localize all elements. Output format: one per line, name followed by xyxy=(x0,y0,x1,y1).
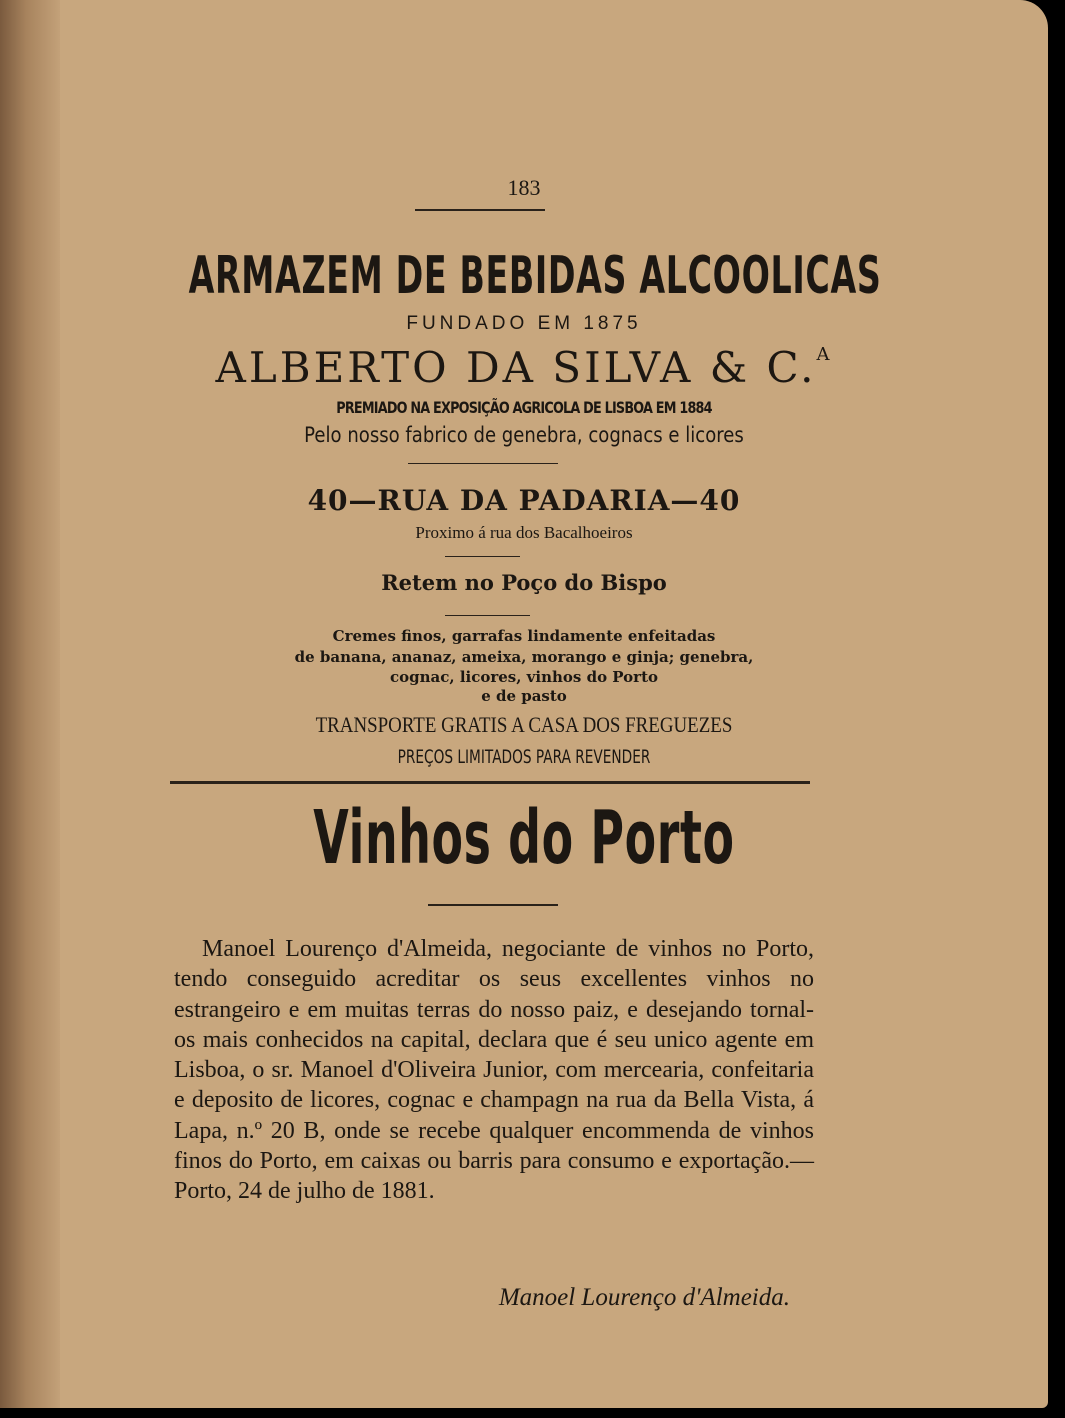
company-name-sup: A xyxy=(816,344,833,365)
cremes-line: Cremes finos, garrafas lindamente enfeitadas xyxy=(332,627,716,645)
precos-line: PREÇOS LIMITADOS PARA REVENDER xyxy=(397,746,651,768)
award-line: PREMIADO NA EXPOSIÇÃO AGRICOLA DE LISBOA EM 1884 xyxy=(336,398,712,417)
ad-title: Vinhos do Porto xyxy=(313,795,735,881)
ad-body xyxy=(174,934,814,1207)
ad-title: ARMAZEM DE BEBIDAS ALCOOLICAS xyxy=(188,246,882,306)
divider xyxy=(445,615,530,616)
cremes-line: cognac, licores, vinhos do Porto xyxy=(389,668,659,686)
signature: Manoel Lourenço d'Almeida. xyxy=(498,1284,790,1311)
divider xyxy=(428,904,558,906)
company-name-text: ALBERTO DA SILVA & C. xyxy=(215,343,817,392)
founded-line: FUNDADO EM 1875 xyxy=(406,313,642,334)
divider xyxy=(408,463,558,464)
ad-body-paragraph: Manoel Lourenço d'Almeida, negociante de vinhos no Porto, tendo conseguido acreditar os seus excellentes vinhos no estrangeiro e em muitas terras do nosso paiz, e desejando tornal-os mais conhecidos na capital, declara que é seu unico agente em Lisboa, o sr. Manoel d'Oliveira Junior, com mercearia, confeitaria e deposito de licores, cognac e champagn na rua da Bella Vista, á Lapa, n.º 20 B, onde se recebe qualquer encommenda de vinhos finos do Porto, em caixas ou barris para consumo e exportação.—Porto, 24 de julho de 1881. xyxy=(174,936,814,1205)
divider xyxy=(415,209,545,211)
address-line: 40—RUA DA PADARIA—40 xyxy=(307,484,741,517)
section-separator xyxy=(170,781,810,784)
proximo-line: Proximo á rua dos Bacalhoeiros xyxy=(415,523,633,542)
company-name xyxy=(0,343,1048,392)
divider xyxy=(445,556,520,557)
page-number: 183 xyxy=(507,175,541,200)
cremes-line: e de pasto xyxy=(481,687,567,705)
cremes-line: de banana, ananaz, ameixa, morango e ginja; genebra, xyxy=(294,648,754,666)
transporte-line: TRANSPORTE GRATIS A CASA DOS FREGUEZES xyxy=(315,712,733,737)
fabrico-line: Pelo nosso fabrico de genebra, cognacs e licores xyxy=(304,423,744,447)
retem-line: Retem no Poço do Bispo xyxy=(381,570,667,595)
